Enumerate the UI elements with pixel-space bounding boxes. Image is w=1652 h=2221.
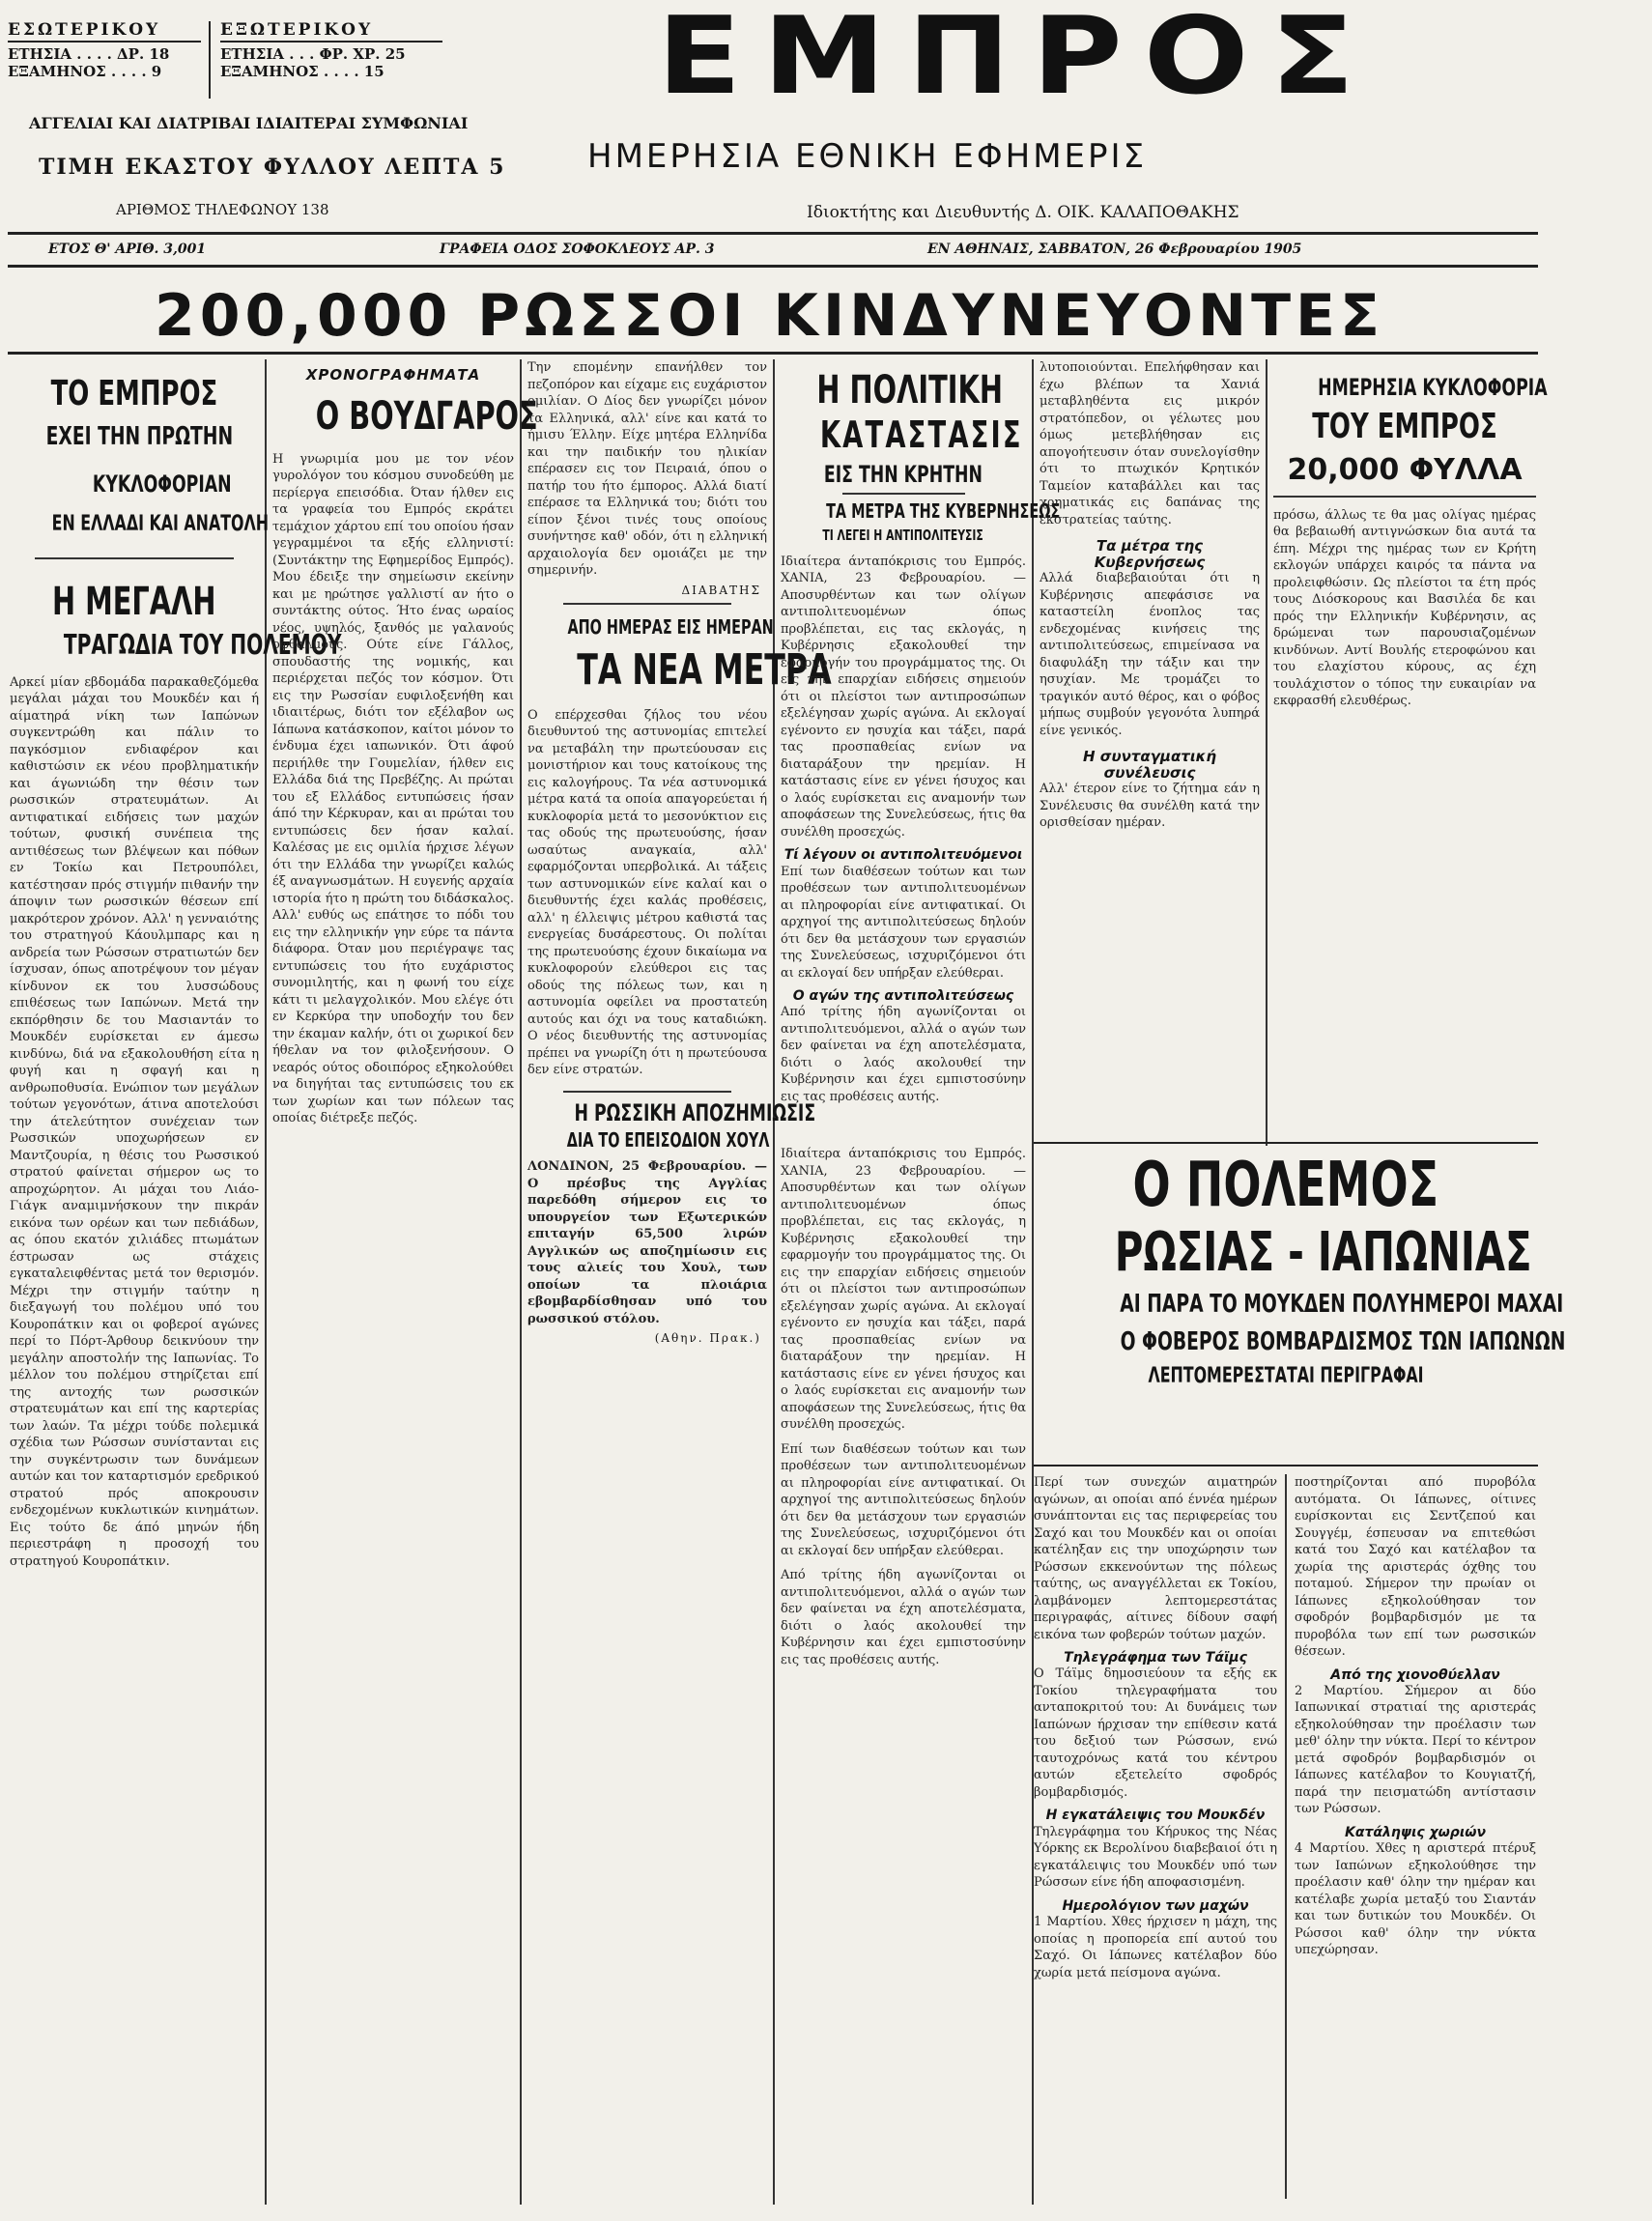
subscription-foreign-annual: ΕΤΗΣΙΑ . . . ΦΡ. ΧΡ. 25	[220, 45, 406, 63]
article-heading-political: Η ΠΟΛΙΤΙΚΗ	[816, 368, 1003, 413]
promo-line-1: ΤΟ ΕΜΠΡΟΣ	[50, 374, 218, 413]
war-column-left	[1034, 1474, 1277, 2199]
war-heading-russia-japan: ΡΩΣΙΑΣ - ΙΑΠΩΝΙΑΣ	[1114, 1221, 1532, 1285]
sub-heading-government-measures: Τα μέτρα της Κυβερνήσεως	[1094, 537, 1206, 571]
subscription-foreign-header: ΕΞΩΤΕΡΙΚΟΥ	[220, 21, 442, 43]
column-1	[10, 359, 342, 2205]
sub-heading-constitutional-assembly: Η συνταγματική συνέλευσις	[1083, 748, 1216, 782]
subscription-domestic-semiannual: ΕΞΑΜΗΝΟΣ . . . . 9	[8, 63, 162, 80]
subscription-domestic-header: ΕΣΩΤΕΡΙΚΟΥ	[8, 21, 201, 43]
kicker-from-day-to-day: ΑΠΟ ΗΜΕΡΑΣ ΕΙΣ ΗΜΕΡΑΝ	[567, 614, 774, 639]
subscription-domestic	[8, 21, 201, 80]
sub-heading-opposition-says: Τί λέγουν οι αντιπολιτευόμενοι	[783, 847, 1023, 864]
article-heading-tragedy: Η ΜΕΓΑΛΗ	[52, 579, 216, 624]
war-heading-the-war: Ο ΠΟΛΕΜΟΣ	[1132, 1150, 1439, 1221]
article-heading-situation: ΚΑΤΑΣΤΑΣΙΣ	[819, 413, 1023, 456]
article-heading-government-measures: ΤΑ ΜΕΤΡΑ ΤΗΣ ΚΥΒΕΡΝΗΣΕΩΣ	[826, 499, 1061, 524]
column-3	[527, 359, 832, 2205]
office-line: ΓΡΑΦΕΙΑ ΟΔΟΣ ΣΟΦΟΚΛΕΟΥΣ ΑΡ. 3	[440, 242, 715, 257]
article-source: (Αθην. Πρακ.)	[654, 1331, 761, 1346]
article-body-new-measures: Ο επέρχεσθαι ζήλος του νέου διευθυντού της αστυνομίας επιτελεί να μεταβάλη την πρωτεύουσαν εις μονιστήριον και τους κατοίκους της εις καλογήρους. Τα νέα αστυνομικά μέτρα κατά τα οποία απαγορεύεται ή κυκλοφορία μετά το μεσονύκτιον εις τας οδούς της πρωτευούσης, ήσαν ωσαύτως αναγκαία, αλλ' εφαρμόζονται υπερβολικά. Αι τάξεις των αστυνομικών είνε καλαί και ο διευθυντής έχει καλάς προθέσεις, αλλ' η έλλειψις μέτρου καθιστά τας ενεργείας δυσάρεστους. Οι πολίται της πρωτευούσης έχουν δικαίωμα να κυκλοφορούν ελεύθεροι εις τας οδούς της πόλεως των, και η αστυνομία οφείλει να προστατεύη αυτούς και όχι να τους καταδιώκη. Ο νέος διευθυντής της αστυνομίας πρέπει να γνωρίζη ότι η πρωτεύουσα δεν είνε στρατών.	[527, 707, 767, 1078]
war-body-right: ποστηρίζονται από πυροβόλα αυτόματα. Οι Ιάπωνες, οίτινες ευρίσκονται εις Σεντζεπού και Σουγγέμ, έσπευσαν να επιτεθώσι κατά του Σαχό και κατέλαβον τα χωρία της αριστεράς όχθης του ποταμού. Σήμερον την πρωίαν οι Ιάπωνες εξηκολούθησαν τον σφοδρόν βομβαρδισμόν με τα πυροβόλα των επί των ρωσσικών θέσεων.	[1295, 1475, 1536, 1659]
article-signature: ΔΙΑΒΑΤΗΣ	[681, 583, 761, 597]
war-section	[1034, 1146, 1566, 2205]
article-body-opposition-struggle: Από τρίτης ήδη αγωνίζονται οι αντιπολιτευόμενοι, αλλά ο αγών των δεν φαίνεται να έχη αποτελέσματα, διότι ο λαός ακολουθεί την Κυβέρνησιν και έχει εμπιστοσύνην εις τας προθέσεις αυτής.	[781, 1005, 1026, 1104]
article-body-crete-lower: Ιδιαίτερα άνταπόκρισις του Εμπρός. ΧΑΝΙΑ, 23 Φεβρουαρίου. — Αποσυρθέντων και των ολίγων αντιπολιτευομένων όπως προβλέπεται, εις τας εκλογάς, η Κυβέρνησις εξακολουθεί την εφαρμογήν του προγράμματος της. Οι εις την επαρχίαν ειδήσεις σημειούν ότι οι πλείστοι των αντιπροσώπων εξελέγησαν χωρίς αγώνα. Αι εκλογαί εγένοντο εν ησυχία και τάξει, παρά τας προσπαθείας ενίων να διαταράξουν την ηρεμίαν. Η κατάστασις είνε εν γένει ήσυχος και ο λαός ευρίσκεται εις αναμονήν των αποφάσεων της Συνελεύσεως, ήτις θα συνέλθη προσεχώς.	[781, 1147, 1026, 1432]
circulation-heading-emprosi: ΤΟΥ ΕΜΠΡΟΣ	[1312, 407, 1497, 447]
circulation-heading-count: 20,000 ΦΥΛΛΑ	[1287, 452, 1523, 487]
article-body-voulgaros-continued: Την επομένην επανήλθεν τον πεζοπόρον και είχαμε εις ευχάριστον ομιλίαν. Ο Δίος δεν γνωρίζει μόνον τα Ελληνικά, αλλ' είνε και κατά το ήμισυ Έλλην. Είχε μητέρα Ελληνίδα και την παιδικήν του ηλικίαν επέρασεν εις τον Πειραιά, όπου ο πατήρ του ήτο έμπορος. Αλλά διατί επέρασε τα Ελληνικά του; διότι του είπον ξένοι τινές τους οποίους συνήντησε καθ' οδόν, ότι η ελληνική αρχαιολογία δεν ομοιάζει με την σημερινήν.	[527, 360, 767, 578]
article-body-tragedy: Αρκεί μίαν εβδομάδα παρακαθεζόμεθα μεγάλαι μάχαι του Μουκδέν και ή αίματηρά νίκη των Ιαπώνων συγκεντρώθη και πάλιν το παγκόσμιον ενδιαφέρον και καθιστώσιν εκ νέου προβληματικήν και άγωνιώδη την θέσιν των ρωσσικών στρατευμάτων. Αι αντιφατικαί ειδήσεις των μαχών τούτων, φυσική συνέπεια της αντιθέσεως των βλέψεων και πόθων εν Τοκίω και Πετρουπόλει, κατέστησαν πρός στιγμήν πιθανήν την άποψιν των ρωσσικών θέσεων επί μακρότερον χρόνον. Αλλ' η γενναιότης του στρατηγού Κάουλμπαρς και η ανδρεία των Ρώσσων στρατιωτών δεν ίσχυσαν, όπως αποτρέψουν τον μέγαν κίνδυνον εκ του λυσσώδους επιθέσεως των Ιαπώνων. Μετά την εκπόρθησιν δε του Μασιαντάν το Μουκδέν ευρίσκεται εν άμεσω κινδύνω, διά να εξακολουθήση είτα η φυγή και η σφαγή και η ανθρωποθυσία. Ενώπιον των μεγάλων τούτων γεγονότων, άτινα αποτελούσι την άτελεύτητον συνέχειαν των Ρωσσικών υποχωρήσεων εν Μαντζουρία, η θέσις του Ρωσσικού στρατού φαίνεται σήμερον ως το απροχώρητον. Αι μάχαι του Λιάο-Γιάγκ αναμιμνήσκουν την πικράν εικόνα των ορέων και των πεδιάδων, ας όπου εκατόν χιλιάδες πτωμάτων έστρωσαν ως στάχεις εγκαταλειφθέντας μετά τον θερισμόν. Μέχρι την στιγμήν ταύτην η διεξαγωγή του πολέμου υπό του Κουροπάτκιν και οι φοβεροί αγώνες περί το Πόρτ-Άρθουρ δεικνύουν την μεγάλην αποστολήν της Ιαπωνίας. Το μέλλον του πολέμου στηρίζεται επί της αντοχής των ρωσσικών στρατευμάτων και επί της καρτερίας των λαών. Τα μέχρι τούδε πολεμικά σχέδια των Ρώσσων συνίστανται εις την συγκέντρωσιν των δυνάμεων αυτών και τον καταρτισμόν ερεδρικού στρατού πρός αποκρουσιν ενδεχομένων κυκλωτικών κινημάτων. Εις τούτο δε άπό μηνών ήδη περιεστράφη η προσοχή του στρατηγού Κουροπάτκιν.	[10, 674, 259, 1569]
article-body-crete: Ιδιαίτερα άνταπόκρισις του Εμπρός. ΧΑΝΙΑ, 23 Φεβρουαρίου. — Αποσυρθέντων και των ολίγων αντιπολιτευομένων όπως προβλέπεται, εις τας εκλογάς, η Κυβέρνησις εξακολουθεί την εφαρμογήν του προγράμματος της. Οι εις την επαρχίαν ειδήσεις σημειούν ότι οι πλείστοι των αντιπροσώπων εξελέγησαν χωρίς αγώνα. Αι εκλογαί εγένοντο εν ησυχία και τάξει, παρά τας προσπαθείας ενίων να διαταράξουν την ηρεμίαν. Η κατάστασις είνε εν γένει ήσυχος και ο λαός ευρίσκεται εις αναμονήν των αποφάσεων της Συνελεύσεως, ήτις θα συνέλθη προσεχώς.	[781, 554, 1026, 840]
war-body-mukden-abandon: Τηλεγράφημα του Κήρυκος της Νέας Υόρκης εκ Βερολίνου διαβεβαιοί ότι η εγκατάλειψις του Μουκδέν υπό των Ρώσσων είνε ήδη αποφασισμένη.	[1034, 1824, 1277, 1891]
kicker-chronographimata: ΧΡΟΝΟΓΡΑΦΗΜΑΤΑ	[305, 366, 481, 384]
war-column-right	[1295, 1474, 1536, 2199]
war-heading-descriptions: ΛΕΠΤΟΜΕΡΕΣΤΑΤΑΙ ΠΕΡΙΓΡΑΦΑΙ	[1148, 1364, 1424, 1389]
article-body-government-measures: Αλλά διαβεβαιούται ότι η Κυβέρνησις απεφάσισε να καταστείλη ένοπλος τας ενδεχομένας κινήσεις της αντιπολιτεύσεως, επιμείνασα να διαφυλάξη την τάξιν και την ησυχίαν. Με τρομάζει το τραγικόν αυτό θέρος, και ο φόβος μήπως συμβούν γεγονότα λυπηρά είνε γενικός.	[1040, 571, 1260, 738]
year-issue-line: ΕΤΟΣ Θ' ΑΡΙΘ. 3,001	[48, 242, 207, 257]
war-heading-bombardment: Ο ΦΟΒΕΡΟΣ ΒΟΜΒΑΡΔΙΣΜΟΣ ΤΩΝ ΙΑΠΩΝΩΝ	[1120, 1326, 1566, 1356]
war-body-villages: 4 Μαρτίου. Χθες η αριστερά πτέρυξ των Ιαπώνων εξηκολούθησε την προέλασιν καθ' όλην την ημέραν και κατέλαβε χωρία μεταξύ του Σιαντάν και των δυτικών του Μουκδέν. Οι Ρώσσοι καθ' όλην την νύκτα υπεχώρησαν.	[1295, 1841, 1536, 1958]
owner-line: Ιδιοκτήτης και Διευθυντής Δ. ΟΙΚ. ΚΑΛΑΠΟΘΑΚΗΣ	[807, 203, 1239, 222]
war-heading-mukden-battles: ΑΙ ΠΑΡΑ ΤΟ ΜΟΥΚΔΕΝ ΠΟΛΥΗΜΕΡΟΙ ΜΑΧΑΙ	[1120, 1289, 1564, 1319]
column-4-lower	[781, 1146, 1026, 2205]
article-body-circulation: πρόσω, άλλως τε θα μας ολίγας ημέρας θα βεβαιωθή αντιγνώσκων δια αυτά τα έπη. Μέχρι της ημέρας των εν Κρήτη εκλογών υπάρχει καιρός τα πάντα να προλειφθώσιν. Ως πλείστοι τα έτη πρός τους Διόσκορους και Βασιλέα δε και πρός την Ελληνικήν Κυβέρνησιν, ας δρώμεναι των παρουσιαζομένων κινδύνων. Αντί Βουλής ετεροφώνου και του ελαχίστου κύρους, ας έχη τουλάχιστον ο τόπος την ευκαιρίαν να εκφρασθή ελευθέρως.	[1273, 507, 1536, 709]
war-body-diary: 1 Μαρτίου. Χθες ήρχισεν η μάχη, της οποίας η προπορεία επί αυτού του Σαχό. Οι Ιάπωνες κατέλαβον δύο χωρία μετά πείσμονα αγώνα.	[1034, 1915, 1277, 1980]
masthead-title: ΕΜΠΡΟΣ	[657, 0, 1376, 119]
masthead-subtitle: ΗΜΕΡΗΣΙΑ ΕΘΝΙΚΗ ΕΦΗΜΕΡΙΣ	[587, 137, 1148, 176]
phone-line: ΑΡΙΘΜΟΣ ΤΗΛΕΦΩΝΟΥ 138	[116, 201, 329, 218]
article-subheading-tragedy: ΤΡΑΓΩΔΙΑ ΤΟΥ ΠΟΛΕΜΟΥ	[63, 628, 342, 661]
article-heading-in-crete: ΕΙΣ ΤΗΝ ΚΡΗΤΗΝ	[823, 460, 983, 488]
war-body-intro: Περί των συνεχών αιματηρών αγώνων, αι οποίαι από έννέα ημέρων συνάπτονται εις τας περιφερείας του Σαχό και του Μουκδέν και οι οποίαι κατέληξαν εις την υποχώρησιν των Ρώσσων εκκενούντων της πόλεως ταύτης, ως αναγγέλλεται εκ Τοκίου, λαμβάνομεν λεπτομερεστάτας περιγραφάς, αίτινες δίδουν σαφή εικόνα των φοβερών τούτων μαχών.	[1034, 1475, 1277, 1642]
article-body-voulgaros: Η γνωριμία μου με τον νέον γυρολόγον του κόσμου συνοδεύθη με περίεργα επεισόδια. Όταν ήλθεν εις τα γραφεία του Εμπρός εκράτει τεμάχιον χάρτου επί του οποίου ήσαν γεγραμμένοι τα εξής ελληνιστί: (Συντάκτην της Εφημερίδος Εμπρός). Μου έδειξε την σημείωσιν εκείνην και με ηρώτησε γαλλιστί αν ήτο ο συντάκτης ούτος. Ήτο ένας ωραίος νέος, υψηλός, ξανθός με γαλανούς οφθαλμούς. Ούτε είνε Γάλλος, σπουδαστής της νομικής, και περιέρχεται πεζός τον κόσμον. Ότι εις την Ρωσσίαν ευφιλοξενήθη και ιδιαιτέρως, διότι τον εξέλαβον ως Ιάπωνα κατάσκοπον, καίτοι μόνον το ένδυμα έχει ιαπωνικόν. Ότι άφού περιήλθε την Γουμελίαν, ήλθεν εις Ελλάδα διά της Πρεβέζης. Αι πρώται του εξ Ελλάδος εντυπώσεις ήσαν άπό την Κέρκυραν, και αι πρώται του εντυπώσεις δεν ήσαν καλαί. Καλέσας με εις ομιλία ήρχισε λέγων ότι την Ελλάδα την γνωρίζει καλώς έξ αναγνωσμάτων. Η ευγενής αρχαία ιστορία ήτο η πρώτη του διδάσκαλος. Αλλ' ευθύς ως επάτησε το πόδι του εις την ελληνικήν γην εύρε τα πάντα διάφορα. Όταν μου περιέγραψε τας εντυπώσεις του ήτο ευχάριστος συνομιλητής, και η φωνή του είχε κάτι τι μελαγχολικόν. Μου ελέγε ότι εν Κερκύρα την υποδοχήν του δεν την έκαμαν καλήν, ότι οι χωρικοί δεν ήθελαν να τον φιλοξενήσουν. Ο νεαρός ούτος οδοιπόρος εξηκολούθει να διηγήται τας εντυπώσεις του εκ των χωρίων και των πόλεων τας οποίας διέτρεξε πεζός.	[272, 451, 514, 1125]
article-body-crete-continued: λυτοποιούνται. Επελήφθησαν και έχω βλέπων τα Χανιά μεταβληθέντα εις μικρόν στρατόπεδον, οι γέλωτες μου όμως μετεβλήθησαν εις απογοήτευσιν όταν συνελογίσθην ότι το πτωχικόν Κρητικόν Ταμείον καταβάλλει και τας χρηματικάς εις δαπάνας της εκστρατείας ταύτης.	[1040, 360, 1260, 527]
sub-heading-opposition-struggle: Ο αγών της αντιπολιτεύσεως	[792, 988, 1014, 1005]
article-body-compensation: ΛΟΝΔΙΝΟΝ, 25 Φεβρουαρίου. — Ο πρέσβυς της Αγγλίας παρεδόθη σήμερον εις το υπουργείον των Εξωτερικών επιταγήν 65,500 λιρών Αγγλικών ως αποζημίωσιν εις τους αλιείς του Χουλ, των οποίων τα πλοιάρια εβομβαρδίσθησαν υπό του ρωσσικού στόλου.	[527, 1159, 767, 1326]
war-sub-mukden-abandon: Η εγκατάλειψις του Μουκδέν	[1045, 1808, 1266, 1824]
subscription-foreign	[220, 21, 442, 80]
article-heading-opposition: ΤΙ ΛΕΓΕΙ Η ΑΝΤΙΠΟΛΙΤΕΥΣΙΣ	[822, 527, 984, 545]
sub-heading-compensation: Η ΡΩΣΣΙΚΗ ΑΠΟΖΗΜΙΩΣΙΣ	[574, 1098, 816, 1126]
promo-line-2: ΕΧΕΙ ΤΗΝ ΠΡΩΤΗΝ	[45, 421, 234, 451]
war-body-snowstorm: 2 Μαρτίου. Σήμερον αι δύο Ιαπωνικαί στρατιαί της αριστεράς εξηκολούθησαν την προέλασιν των μεθ' όλην την νύκτα. Περί το κέντρον μετά σφοδρόν βομβαρδισμόν οι Ιάπωνες κατέλαβον το Κουγιατζή, παρά την πεισματώδη αντίστασιν των Ρώσσων.	[1295, 1683, 1536, 1817]
war-sub-diary: Ημερολόγιον των μαχών	[1062, 1897, 1249, 1914]
date-line: ΕΝ ΑΘΗΝΑΙΣ, ΣΑΒΒΑΤΟΝ, 26 Φεβρουαρίου 1905	[927, 242, 1302, 257]
subscription-foreign-semiannual: ΕΞΑΜΗΝΟΣ . . . . 15	[220, 63, 385, 80]
ads-line: ΑΓΓΕΛΙΑΙ ΚΑΙ ΔΙΑΤΡΙΒΑΙ ΙΔΙΑΙΤΕΡΑΙ ΣΥΜΦΩΝΙΑΙ	[29, 114, 469, 132]
article-body-constitutional-assembly: Αλλ' έτερον είνε το ζήτημα εάν η Συνέλευσις θα συνέλθη κατά την ορισθείσαν ημέραν.	[1040, 782, 1260, 830]
war-sub-times: Τηλεγράφημα των Τάϊμς	[1064, 1650, 1247, 1666]
article-body-crete-lower-3: Από τρίτης ήδη αγωνίζονται οι αντιπολιτευόμενοι, αλλά ο αγών των δεν φαίνεται να έχη αποτελέσματα, διότι ο λαός ακολουθεί την Κυβέρνησιν και έχει εμπιστοσύνην εις τας προθέσεις αυτής.	[781, 1568, 1026, 1667]
article-body-opposition-says: Επί των διαθέσεων τούτων και των προθέσεων των αντιπολιτευομένων αι πληροφορίαι είνε αντιφατικαί. Οι αρχηγοί της αντιπολιτεύσεως δηλούν ότι δεν θα μετάσχουν των εργασιών της Συνελεύσεως, ισχυριζόμενοι ότι αι εκλογαί δεν υπήρξαν ελεύθεραι.	[781, 864, 1026, 981]
war-sub-snowstorm: Από της χιονοθύελλαν	[1330, 1666, 1500, 1683]
war-sub-villages: Κατάληψις χωριών	[1345, 1824, 1486, 1840]
article-heading-voulgaros: Ο ΒΟΥΔΓΑΡΟΣ	[315, 393, 538, 439]
front-page-banner: 200,000 ΡΩΣΣΟΙ ΚΙΝΔΥΝΕΥΟΝΤΕΣ	[155, 282, 1385, 350]
promo-line-3: ΚΥΚΛΟΦΟΡΙΑΝ	[93, 470, 233, 498]
price-line: ΤΙΜΗ ΕΚΑΣΤΟΥ ΦΥΛΛΟΥ ΛΕΠΤΑ 5	[39, 155, 506, 180]
subscription-domestic-annual: ΕΤΗΣΙΑ . . . . ΔΡ. 18	[8, 45, 170, 63]
column-6	[1273, 359, 1548, 1142]
column-2	[272, 359, 538, 2205]
circulation-heading-daily: ΗΜΕΡΗΣΙΑ ΚΥΚΛΟΦΟΡΙΑ	[1318, 374, 1548, 401]
article-body-crete-lower-2: Επί των διαθέσεων τούτων και των προθέσεων των αντιπολιτευομένων αι πληροφορίαι είνε αντιφατικαί. Οι αρχηγοί της αντιπολιτεύσεως δηλούν ότι δεν θα μετάσχουν των εργασιών της Συνελεύσεως, ισχυριζόμενοι ότι αι εκλογαί δεν υπήρξαν ελεύθεραι.	[781, 1441, 1026, 1558]
sub-heading-hull-incident: ΔΙΑ ΤΟ ΕΠΕΙΣΟΔΙΟΝ ΧΟΥΛ	[566, 1128, 770, 1153]
promo-line-4: ΕΝ ΕΛΛΑΔΙ ΚΑΙ ΑΝΑΤΟΛΗ	[51, 511, 269, 536]
article-heading-new-measures: ΤΑ ΝΕΑ ΜΕΤΡΑ	[577, 644, 832, 695]
war-body-times: Ο Τάϊμς δημοσιεύουν τα εξής εκ Τοκίου τηλεγραφήματα του ανταποκριτού του: Αι δυνάμεις των Ιαπώνων ήρχισαν την επίθεσιν κατά του δεξιού των Ρώσσων, ενώ ταυτοχρόνως κατά του κέντρου αυτών εξετελείτο σφοδρός βομβαρδισμός.	[1034, 1666, 1277, 1800]
column-4	[781, 359, 1061, 1142]
column-5	[1040, 359, 1260, 1142]
